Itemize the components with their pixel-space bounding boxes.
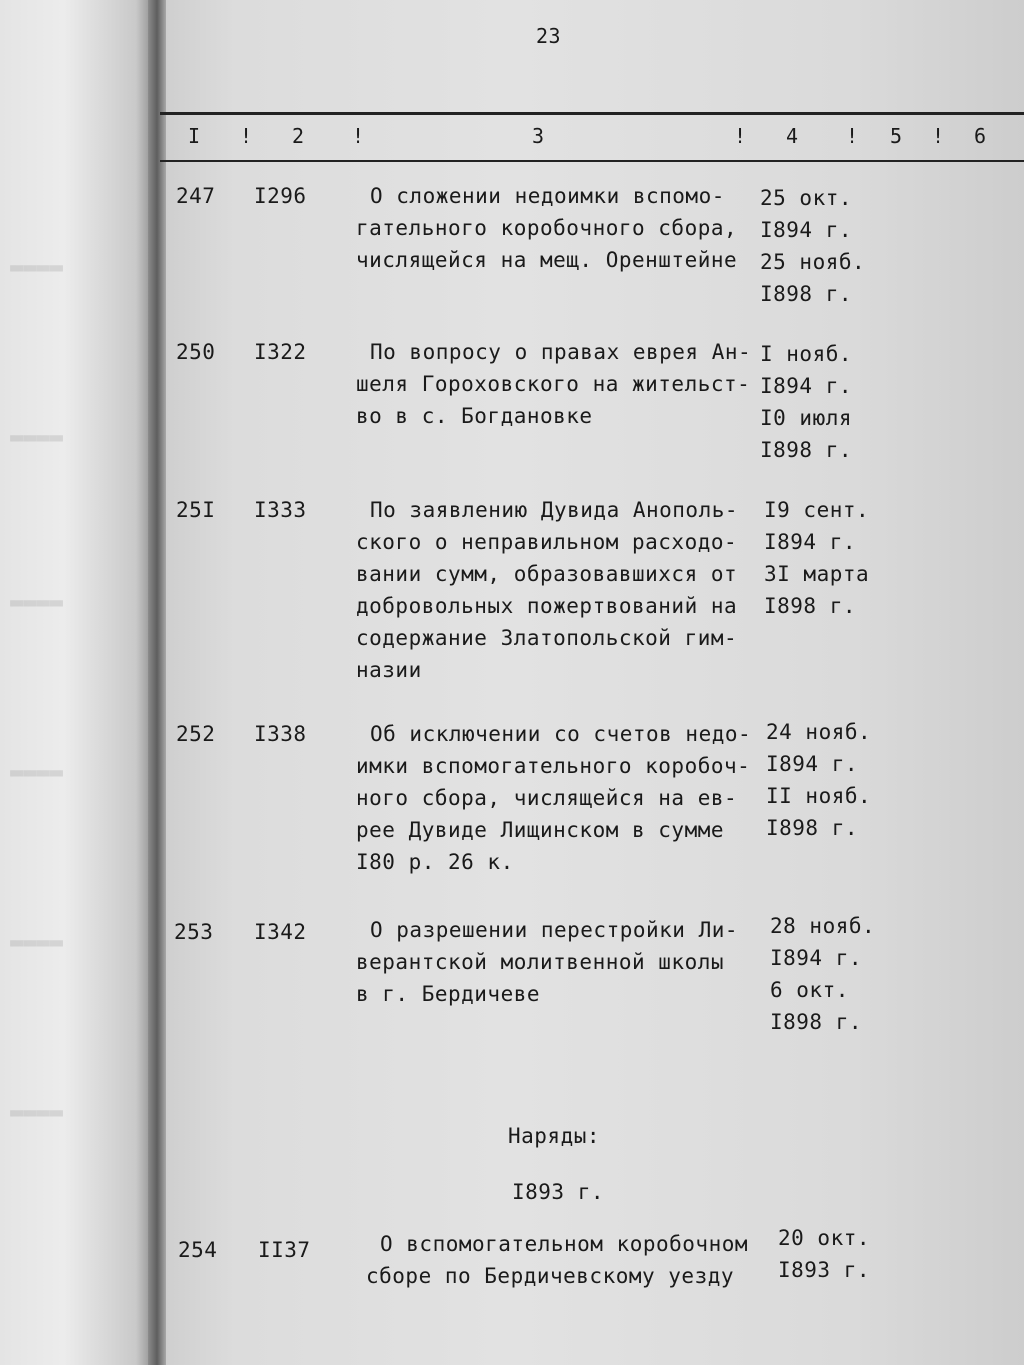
entry-description-line: верантской молитвенной школы (356, 950, 725, 974)
entry-description-line: во в с. Богдановке (356, 404, 593, 428)
entry-description-line: имки вспомогательного коробоч- (356, 754, 751, 778)
entry-date: II нояб. (766, 784, 872, 808)
entry-date: I894 г. (760, 218, 853, 242)
entry-date: I0 июля (760, 406, 853, 430)
header-col-4: 4 (786, 124, 799, 148)
entry-description-line: добровольных пожертвований на (356, 594, 738, 618)
entry-date: I898 г. (760, 438, 853, 462)
header-separator: ! (352, 124, 365, 148)
entry-code: I322 (254, 340, 307, 364)
entry-description-line: содержание Златопольской гим- (356, 626, 738, 650)
entry-description-line: числящейся на мещ. Оренштейне (356, 248, 738, 272)
entry-number: 250 (176, 340, 216, 364)
book-spine (148, 0, 166, 1365)
entry-description-line: вании сумм, образовавшихся от (356, 562, 738, 586)
entry-description-line: назии (356, 658, 422, 682)
table-top-rule (160, 112, 1024, 115)
entry-number: 247 (176, 184, 216, 208)
header-col-6: 6 (974, 124, 987, 148)
page-number: 23 (536, 24, 562, 48)
entry-date: 24 нояб. (766, 720, 872, 744)
entry-date: 25 окт. (760, 186, 853, 210)
header-col-3: 3 (532, 124, 545, 148)
entry-date: I894 г. (764, 530, 857, 554)
entry-number: 254 (178, 1238, 218, 1262)
header-col-1: I (188, 124, 201, 148)
entry-date: I9 сент. (764, 498, 870, 522)
section-title: Наряды: (508, 1124, 601, 1148)
entry-code: II37 (258, 1238, 311, 1262)
entry-description-line: гательного коробочного сбора, (356, 216, 738, 240)
entry-date: I894 г. (770, 946, 863, 970)
table-header-rule (160, 160, 1024, 162)
entry-number: 25I (176, 498, 216, 522)
entry-code: I338 (254, 722, 307, 746)
entry-description-line: шеля Гороховского на жительст- (356, 372, 751, 396)
header-col-5: 5 (890, 124, 903, 148)
entry-description-line: ского о неправильном расходо- (356, 530, 738, 554)
entry-description-line: Об исключении со счетов недо- (370, 722, 752, 746)
entry-description-line: сборе по Бердичевскому уезду (366, 1264, 735, 1288)
entry-description-line: I80 р. 26 к. (356, 850, 514, 874)
header-separator: ! (846, 124, 859, 148)
entry-date: I894 г. (760, 374, 853, 398)
document-photo: ▬▬▬▬ ▬▬▬▬ ▬▬▬▬ ▬▬▬▬ ▬▬▬▬ ▬▬▬▬ 23 I ! 2 ! 3 ! 4 ! 5 ! 6 247 I296 О сложении недоимки вспомо- гательного коробочного сбора, числящейся на мещ. Оренштейне 25 окт. I894 г. 25 нояб. I898 г. 250 I322 По вопросу о правах еврея Ан- шеля Гороховского на жительст- во в с. Богдановке I нояб. I894 г. I0 июля I898 г. 25I I333 По заявлению Дувида Анополь- ского о неправильном расходо- вании сумм, образовавшихся от добровольных пожертвований на содержание Златопольской гим- назии I9 сент. I894 г. 3I марта I898 г. 252 I338 Об исключении со счетов недо- имки вспомогательного коробоч- ного сбора, числящейся на ев- рее Дувиде Лищинском в сумме I80 р. 26 к. 24 нояб. I894 г. II нояб. I898 г. 253 I342 О разрешении перестройки Ли- верантской молитвенной школы в г. Бердичеве 28 нояб. I894 г. 6 окт. I898 г. Наряды: I893 г. 254 II37 О вспомогательном коробочном сборе по Бердичевскому уезду 20 окт. I893 г. (0, 0, 1024, 1365)
entry-number: 252 (176, 722, 216, 746)
header-col-2: 2 (292, 124, 305, 148)
section-year: I893 г. (512, 1180, 605, 1204)
entry-date: 20 окт. (778, 1226, 871, 1250)
entry-description-line: По вопросу о правах еврея Ан- (370, 340, 752, 364)
header-separator: ! (734, 124, 747, 148)
entry-date: 6 окт. (770, 978, 849, 1002)
entry-date: 25 нояб. (760, 250, 866, 274)
entry-number: 253 (174, 920, 214, 944)
header-separator: ! (932, 124, 945, 148)
entry-description-line: О разрешении перестройки Ли- (370, 918, 739, 942)
entry-date: I894 г. (766, 752, 859, 776)
entry-date: 28 нояб. (770, 914, 876, 938)
entry-date: 3I марта (764, 562, 870, 586)
entry-description-line: По заявлению Дувида Анополь- (370, 498, 739, 522)
entry-date: I898 г. (766, 816, 859, 840)
entry-description-line: О вспомогательном коробочном (380, 1232, 749, 1256)
entry-date: I898 г. (770, 1010, 863, 1034)
entry-date: I нояб. (760, 342, 853, 366)
adjacent-page (0, 0, 160, 1365)
header-separator: ! (240, 124, 253, 148)
entry-code: I296 (254, 184, 307, 208)
entry-date: I893 г. (778, 1258, 871, 1282)
entry-description-line: рее Дувиде Лищинском в сумме (356, 818, 725, 842)
entry-description-line: ного сбора, числящейся на ев- (356, 786, 738, 810)
entry-date: I898 г. (760, 282, 853, 306)
entry-date: I898 г. (764, 594, 857, 618)
entry-description-line: О сложении недоимки вспомо- (370, 184, 725, 208)
entry-code: I342 (254, 920, 307, 944)
entry-description-line: в г. Бердичеве (356, 982, 541, 1006)
entry-code: I333 (254, 498, 307, 522)
